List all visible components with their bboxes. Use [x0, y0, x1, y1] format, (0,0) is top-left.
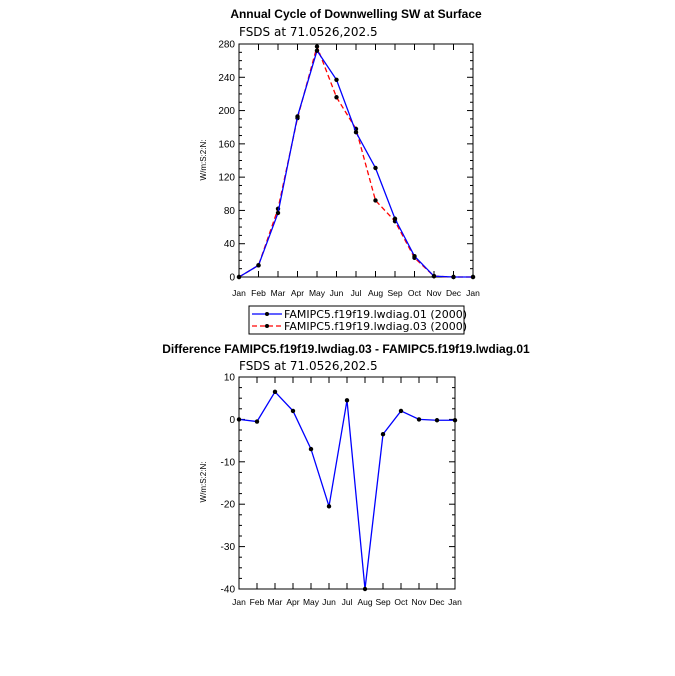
series-1-point [363, 587, 367, 591]
series-1-point [354, 130, 358, 134]
chart-title: Annual Cycle of Downwelling SW at Surface [230, 7, 482, 21]
chart-subtitle: FSDS at 71.0526,202.5 [239, 25, 378, 39]
series-1-point [255, 419, 259, 423]
series-1-point [393, 217, 397, 221]
series-1-point [373, 166, 377, 170]
x-tick-label: Mar [267, 597, 283, 607]
x-tick-label: Sep [387, 288, 403, 298]
series-1-point [399, 409, 403, 413]
plot-frame [239, 44, 473, 277]
y-tick-label: 240 [218, 72, 235, 84]
series-2-point [315, 44, 319, 48]
series-1-point [412, 254, 416, 258]
series-1-point [291, 409, 295, 413]
x-tick-label: Aug [367, 288, 384, 298]
y-tick-label: 280 [218, 39, 235, 51]
x-tick-label: Jan [232, 597, 246, 607]
x-tick-label: Aug [357, 597, 373, 607]
chart-subtitle: FSDS at 71.0526,202.5 [239, 359, 378, 373]
series-2-point [334, 95, 338, 99]
x-tick-label: Apr [286, 597, 300, 607]
x-tick-label: Dec [429, 597, 445, 607]
plot-frame [239, 377, 455, 589]
series-1-point [417, 417, 421, 421]
x-tick-label: May [308, 288, 326, 298]
series-line-1 [239, 392, 455, 589]
series-1-point [315, 48, 319, 52]
y-tick-label: 200 [218, 106, 235, 118]
legend-marker-series-2 [265, 324, 269, 328]
x-tick-label: Jul [350, 288, 362, 298]
x-tick-label: Jan [232, 288, 246, 298]
plot-area [218, 40, 480, 299]
x-tick-label: Nov [426, 288, 442, 298]
series-1-point [471, 275, 475, 279]
x-tick-label: Apr [290, 288, 305, 298]
series-1-point [309, 447, 313, 451]
x-tick-label: Jan [466, 288, 480, 298]
series-1-point [451, 275, 455, 279]
series-1-point [435, 418, 439, 422]
legend [249, 306, 467, 334]
x-tick-label: Oct [394, 597, 408, 607]
annual-cycle-chart [199, 7, 482, 334]
y-tick-label: 0 [229, 272, 235, 284]
series-1-point [453, 418, 457, 422]
x-tick-label: Jul [341, 597, 353, 607]
y-tick-label: -40 [220, 584, 235, 596]
legend-label-series-2: FAMIPC5.f19f19.lwdiag.03 (2000) [284, 320, 468, 333]
y-tick-label: -10 [220, 457, 235, 469]
series-1-point [327, 504, 331, 508]
x-tick-label: Oct [407, 288, 422, 298]
y-tick-label: -30 [220, 542, 235, 554]
x-tick-label: Jan [448, 597, 462, 607]
y-axis-label: W/m:S:2:N: [199, 139, 208, 181]
series-line-1 [239, 51, 473, 277]
x-tick-label: Jun [329, 288, 344, 298]
series-1-point [256, 263, 260, 267]
series-line-2 [239, 47, 473, 278]
y-tick-label: 80 [223, 205, 235, 217]
y-tick-label: 10 [223, 372, 235, 384]
series-1-point [276, 211, 280, 215]
x-tick-label: May [302, 597, 320, 607]
plot-area [221, 373, 463, 608]
legend-marker-series-1 [265, 312, 269, 316]
series-1-point [381, 432, 385, 436]
x-tick-label: Feb [251, 288, 266, 298]
x-tick-label: Feb [249, 597, 265, 607]
y-axis-label: W/m:S:2:N: [199, 461, 208, 503]
series-1-point [273, 390, 277, 394]
series-1-point [432, 274, 436, 278]
chart-title: Difference FAMIPC5.f19f19.lwdiag.03 - FAMIPC5.f19f19.lwdiag.01 [162, 342, 530, 356]
difference-chart [162, 342, 530, 607]
legend-label-series-1: FAMIPC5.f19f19.lwdiag.01 (2000) [284, 308, 468, 321]
y-tick-label: 160 [218, 139, 235, 151]
series-1-point [345, 398, 349, 402]
y-tick-label: 40 [223, 239, 235, 251]
series-2-point [373, 198, 377, 202]
x-tick-label: Jun [322, 597, 336, 607]
x-tick-label: Nov [411, 597, 427, 607]
x-tick-label: Dec [445, 288, 462, 298]
y-tick-label: 120 [218, 172, 235, 184]
x-tick-label: Sep [375, 597, 391, 607]
series-1-point [237, 275, 241, 279]
series-1-point [295, 114, 299, 118]
y-tick-label: 0 [229, 414, 235, 426]
series-1-point [334, 78, 338, 82]
series-1-point [237, 417, 241, 421]
y-tick-label: -20 [220, 499, 235, 511]
x-tick-label: Mar [270, 288, 286, 298]
